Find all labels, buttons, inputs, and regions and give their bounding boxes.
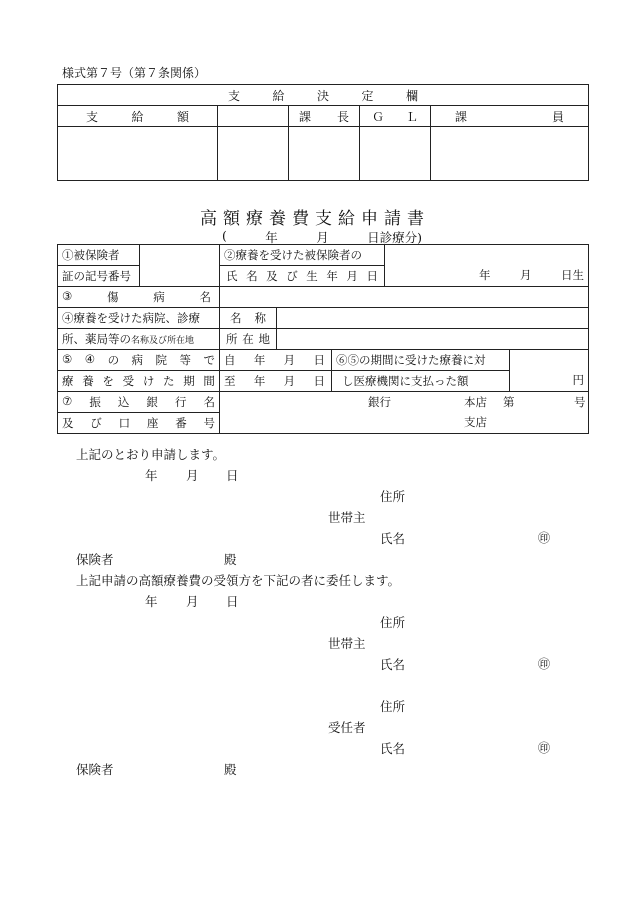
stamp-blank[interactable] <box>218 127 289 181</box>
bank-label-bottom: 及 び 口 座 番 号 <box>58 413 220 434</box>
document-title: 高額療養費支給申請書 <box>200 209 430 229</box>
insured-card-field[interactable] <box>140 245 220 287</box>
delegatee-address-label: 住所 <box>380 699 406 714</box>
disease-name-label: ③ 傷 病 名 <box>58 287 220 308</box>
delegate-date-year: 年 <box>145 594 158 609</box>
apply-statement: 上記のとおり申請します。 <box>76 447 226 462</box>
disease-name-field[interactable] <box>220 287 589 308</box>
householder2-address-label: 住所 <box>380 615 406 630</box>
apply-date-day: 日 <box>226 468 239 483</box>
period-from[interactable]: 自 年 月 日 <box>220 350 332 371</box>
delegate-date-month: 月 <box>186 594 199 609</box>
hospital-label-bottom: 所、薬局等の名称及び所在地 <box>58 329 220 350</box>
insured-card-label: ①被保険者 <box>58 245 140 266</box>
householder-name-label: 氏名 <box>380 531 406 546</box>
insured-name-label-top: ②療養を受けた被保険者の <box>220 245 385 266</box>
amount-paid-label-bottom: し医療機関に支払った額 <box>332 371 510 392</box>
insured-card-label-bottom: 証の記号番号 <box>58 266 140 287</box>
stamp-kacho[interactable] <box>289 127 360 181</box>
seal-mark: ㊞ <box>538 741 551 755</box>
delegatee-label: 受任者 <box>328 720 366 735</box>
hospital-label-top: ④療養を受けた病院、診療 <box>58 308 220 329</box>
insurer2-label: 保険者 <box>76 762 114 777</box>
stamp-kain[interactable] <box>431 127 589 181</box>
apply-date-year: 年 <box>145 468 158 483</box>
seal-mark: ㊞ <box>538 531 551 545</box>
application-table <box>57 244 589 434</box>
householder2-name-label: 氏名 <box>380 657 406 672</box>
delegatee-name-label: 氏名 <box>380 741 406 756</box>
hospital-name-field[interactable] <box>277 308 589 329</box>
seal-mark: ㊞ <box>538 657 551 671</box>
apply-date-month: 月 <box>186 468 199 483</box>
stamp-gl[interactable] <box>360 127 431 181</box>
col-shikyu-gaku: 支 給 額 <box>58 106 218 127</box>
delegate-date-day: 日 <box>226 594 239 609</box>
amount-paid-label-top: ⑥⑤の期間に受けた療養に対 <box>332 350 510 371</box>
insurer2-honorific: 殿 <box>224 762 237 777</box>
approval-table <box>57 84 589 181</box>
hospital-address-field[interactable] <box>277 329 589 350</box>
insurer-honorific: 殿 <box>224 552 237 567</box>
treatment-period-label-top: ⑤ ④ の 病 院 等 で <box>58 350 220 371</box>
amount-paid-field[interactable]: 円 <box>510 350 589 392</box>
approval-header: 支 給 決 定 欄 <box>58 85 589 106</box>
householder-address-label: 住所 <box>380 489 406 504</box>
insured-name-label-bottom: 氏 名 及 び 生 年 月 日 <box>220 266 385 287</box>
insurer-label: 保険者 <box>76 552 114 567</box>
col-blank <box>218 106 289 127</box>
hospital-name-label: 名 称 <box>220 308 277 329</box>
delegation-statement: 上記申請の高額療養費の受領方を下記の者に委任します。 <box>76 573 401 588</box>
form-number: 様式第７号（第７条関係） <box>62 66 207 80</box>
col-gl: Ｇ Ｌ <box>360 106 431 127</box>
col-kain: 課 員 <box>431 106 589 127</box>
period-to[interactable]: 至 年 月 日 <box>220 371 332 392</box>
stamp-shikyu[interactable] <box>58 127 218 181</box>
householder2-label: 世帯主 <box>328 636 366 651</box>
col-kacho: 課 長 <box>289 106 360 127</box>
document-subtitle: ( 年 月 日診療分) <box>222 228 422 245</box>
householder-label: 世帯主 <box>328 510 366 525</box>
hospital-address-label: 所 在 地 <box>220 329 277 350</box>
bank-label-top: ⑦ 振 込 銀 行 名 <box>58 392 220 413</box>
bank-account-field[interactable]: 銀行 本店 第 号 支店 <box>220 392 589 434</box>
insured-name-dob-field[interactable]: 年 月 日生 <box>385 245 589 287</box>
treatment-period-label-bottom: 療 養 を 受 け た 期 間 <box>58 371 220 392</box>
